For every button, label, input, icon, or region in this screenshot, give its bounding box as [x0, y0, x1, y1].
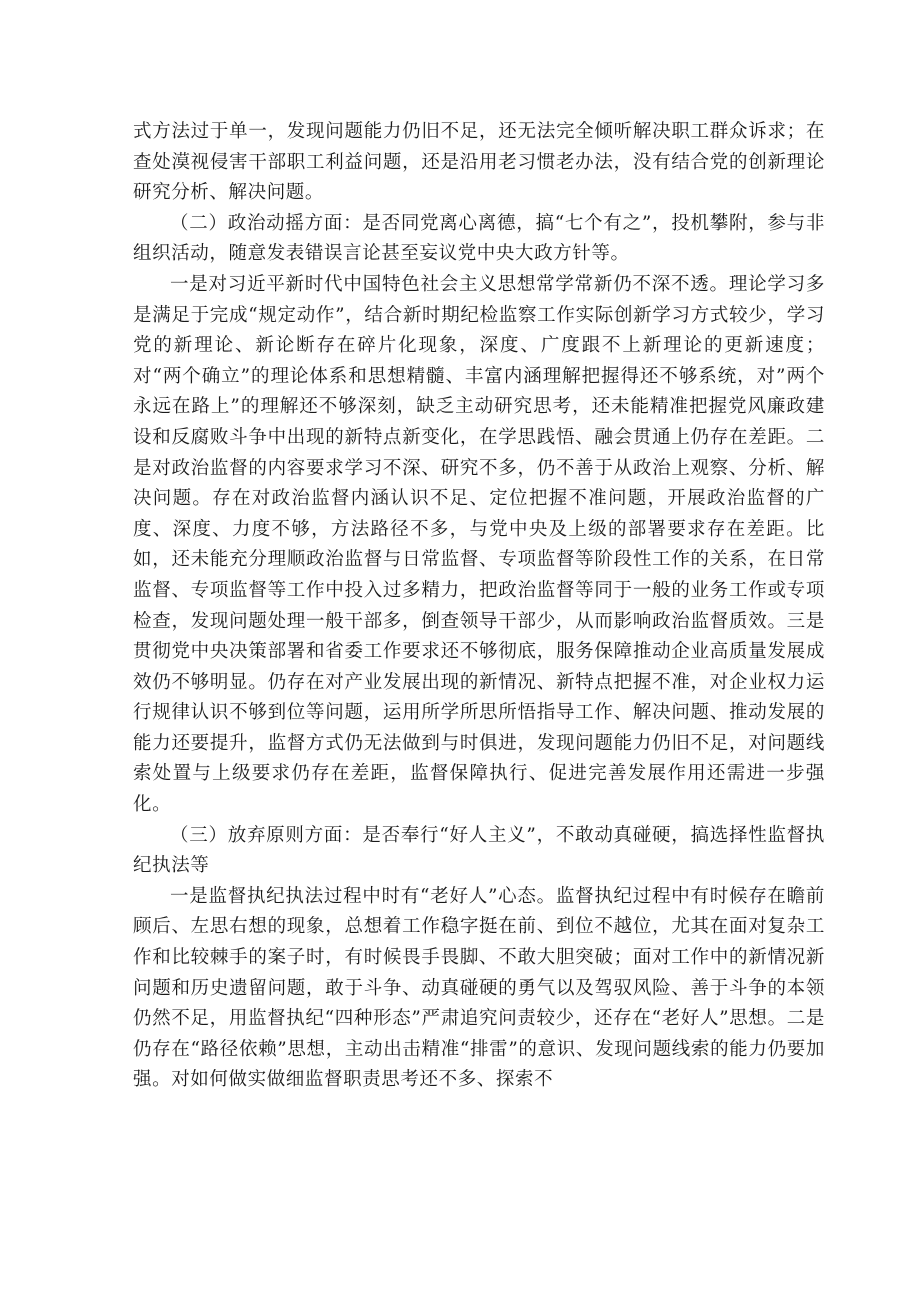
paragraph-body: 一是监督执纪执法过程中时有“老好人”心态。监督执纪过程中有时候存在瞻前顾后、左思右想的现象，总想着工作稳字挺在前、到位不越位，尤其在面对复杂工作和比较棘手的案子时，有时候畏手畏脚、不敢大胆突破；面对工作中的新情况新问题和历史遗留问题，敢于斗争、动真碰硬的勇气以及驾驭风险、善于斗争的本领仍然不足，用监督执纪“四种形态”严肃追究问责较少，还存在“老好人”思想。二是仍存在“路径依赖”思想，主动出击精准“排雷”的意识、发现问题线索的能力仍要加强。对如何做实做细监督职责思考还不多、探索不 [133, 885, 825, 1091]
section-heading-abandoning-principles: （三）放弃原则方面：是否奉行“好人主义”，不敢动真碰硬，搞选择性监督执纪执法等 [133, 824, 825, 877]
paragraph-body: 一是对习近平新时代中国特色社会主义思想常学常新仍不深不透。理论学习多是满足于完成“规定动作”，结合新时期纪检监察工作实际创新学习方式较少，学习党的新理论、新论断存在碎片化现象，深度、广度跟不上新理论的更新速度；对“两个确立”的理论体系和思想精髓、丰富内涵理解把握得还不够系统，对”两个永远在路上”的理解还不够深刻，缺乏主动研究思考，还未能精准把握党风廉政建设和反腐败斗争中出现的新特点新变化，在学思践悟、融会贯通上仍存在差距。二是对政治监督的内容要求学习不深、研究不多，仍不善于从政治上观察、分析、解决问题。存在对政治监督内涵认识不足、定位把握不准问题，开展政治监督的广度、深度、力度不够，方法路径不多，与党中央及上级的部署要求存在差距。比如，还未能充分理顺政治监督与日常监督、专项监督等阶段性工作的关系，在日常监督、专项监督等工作中投入过多精力，把政治监督等同于一般的业务工作或专项检查，发现问题处理一般干部多，倒查领导干部少，从而影响政治监督质效。三是贯彻党中央决策部署和省委工作要求还不够彻底，服务保障推动企业高质量发展成效仍不够明显。仍存在对产业发展出现的新情况、新特点把握不准，对企业权力运行规律认识不够到位等问题，运用所学所思所悟指导工作、解决问题、推动发展的能力还要提升，监督方式仍无法做到与时俱进，发现问题能力仍旧不足，对问题线索处置与上级要求仍存在差距，监督保障执行、促进完善发展作用还需进一步强化。 [133, 273, 825, 816]
section-heading-political-wavering: （二）政治动摇方面：是否同党离心离德，搞“七个有之”，投机攀附，参与非组织活动，随意发表错误言论甚至妄议党中央大政方针等。 [133, 212, 825, 265]
paragraph-continuation: 式方法过于单一，发现问题能力仍旧不足，还无法完全倾听解决职工群众诉求；在查处漠视侵害干部职工利益问题，还是沿用老习惯老办法，没有结合党的创新理论研究分析、解决问题。 [133, 121, 825, 204]
document-body [133, 117, 825, 1096]
